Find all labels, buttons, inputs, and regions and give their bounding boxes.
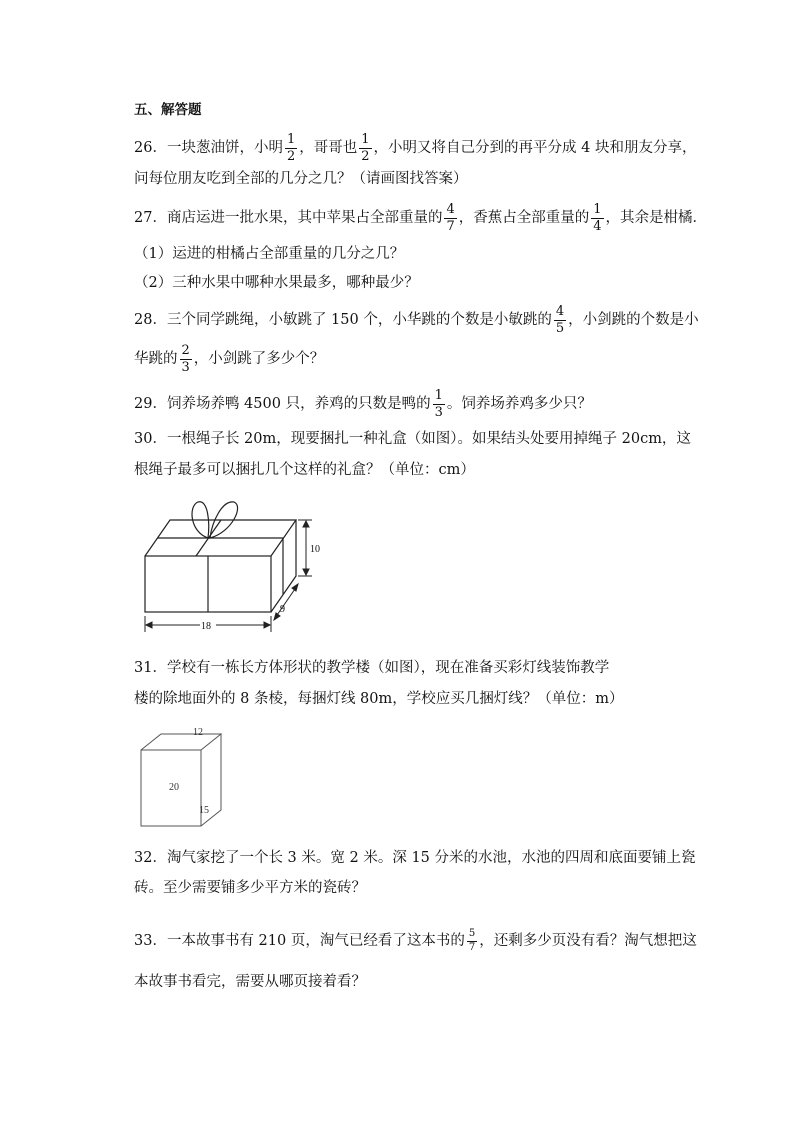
question-31-line-1: 31．学校有一栋长方体形状的教学楼（如图），现在准备买彩灯线装饰教学: [134, 660, 610, 676]
q29-text-b: 。饲养场养鸡多少只？: [446, 396, 592, 413]
section-title: 五、解答题: [134, 102, 202, 118]
height-dim-arrow-top: [303, 521, 309, 527]
question-27-line-1: [134, 203, 707, 233]
depth-dim-arrow-end: [292, 584, 298, 591]
question-30-line-1: 30．一根绳子长 20m，现要捆扎一种礼盒（如图）。如果结头处要用掉绳子 20cm，这: [134, 431, 691, 447]
question-26-line-2: 问每位朋友吃到全部的几分之几？（请画图找答案）: [134, 171, 468, 187]
question-32-line-1: 32．淘气家挖了一个长 3 米。宽 2 米。深 15 分米的水池，水池的四周和底面要铺上瓷: [134, 850, 696, 866]
building-top-face: [141, 734, 221, 750]
building-height-label: 20: [169, 782, 179, 793]
gift-box-figure: [130, 492, 335, 638]
length-label: 18: [201, 621, 211, 632]
q28-text-a: 28．三个同学跳绳，小敏跳了 150 个，小华跳的个数是小敏跳的: [134, 312, 552, 329]
q29-text-a: 29．饲养场养鸭 4500 只，养鸡的只数是鸭的: [134, 396, 431, 413]
depth-label: 9: [280, 604, 285, 615]
question-32-line-2: 砖。至少需要铺多少平方米的瓷砖？: [134, 880, 366, 896]
question-31-line-2: 楼的除地面外的 8 条棱，每捆灯线 80m，学校应买几捆灯线？（单位：m）: [134, 691, 624, 707]
q27-text-c: ，其余是柑橘．: [605, 210, 708, 227]
q26-fraction-2: $\frac{1}{2}$: [361, 132, 370, 164]
q26-text-b: ，哥哥也: [299, 140, 358, 157]
building-depth-label: 15: [199, 805, 209, 816]
question-26-line-1: [134, 133, 696, 163]
question-28-line-1: [134, 305, 699, 335]
question-33-line-1: [134, 929, 697, 953]
question-29: [134, 389, 592, 419]
q28-fraction-2: $\frac{2}{3}$: [181, 343, 190, 375]
q29-fraction: $\frac{1}{3}$: [434, 388, 443, 420]
q27-fraction-2: $\frac{1}{4}$: [593, 202, 602, 234]
question-28-line-2: [134, 344, 324, 374]
q28-text-c: 华跳的: [134, 351, 178, 368]
q27-text-b: ，香蕉占全部重量的: [458, 210, 590, 227]
question-27-sub-2: （2）三种水果中哪种水果最多，哪种最少？: [134, 275, 419, 291]
question-27-sub-1: （1）运进的柑橘占全部重量的几分之几？: [134, 246, 405, 262]
length-dim-arrow-right: [264, 622, 270, 628]
q28-text-d: ，小剑跳了多少个？: [193, 351, 325, 368]
question-30-line-2: 根绳子最多可以捆扎几个这样的礼盒？（单位：cm）: [134, 462, 475, 478]
q33-fraction: $\frac{5}{7}$: [468, 928, 476, 953]
height-dim-arrow-bottom: [303, 569, 309, 575]
q26-fraction-1: $\frac{1}{2}$: [286, 132, 296, 164]
building-figure: [135, 722, 245, 832]
q33-text-a: 33．一本故事书有 210 页，淘气已经看了这本书的: [134, 933, 465, 949]
q26-text-c: ，小明又将自己分到的再平分成 4 块和朋友分享，: [373, 140, 697, 157]
height-label: 10: [310, 544, 320, 555]
q33-text-b: ，还剩多少页没有看？淘气想把这: [479, 933, 697, 949]
q28-fraction-1: $\frac{4}{5}$: [555, 304, 565, 336]
question-33-line-2: 本故事书看完，需要从哪页接着看？: [134, 974, 366, 990]
q27-fraction-1: $\frac{4}{7}$: [446, 202, 455, 234]
building-top-label: 12: [193, 727, 203, 738]
q27-text-a: 27．商店运进一批水果，其中苹果占全部重量的: [134, 210, 443, 227]
length-dim-arrow-left: [146, 622, 152, 628]
q28-text-b: ，小剑跳的个数是小: [568, 312, 699, 329]
q26-text-a: 26．一块葱油饼，小明: [134, 140, 283, 157]
